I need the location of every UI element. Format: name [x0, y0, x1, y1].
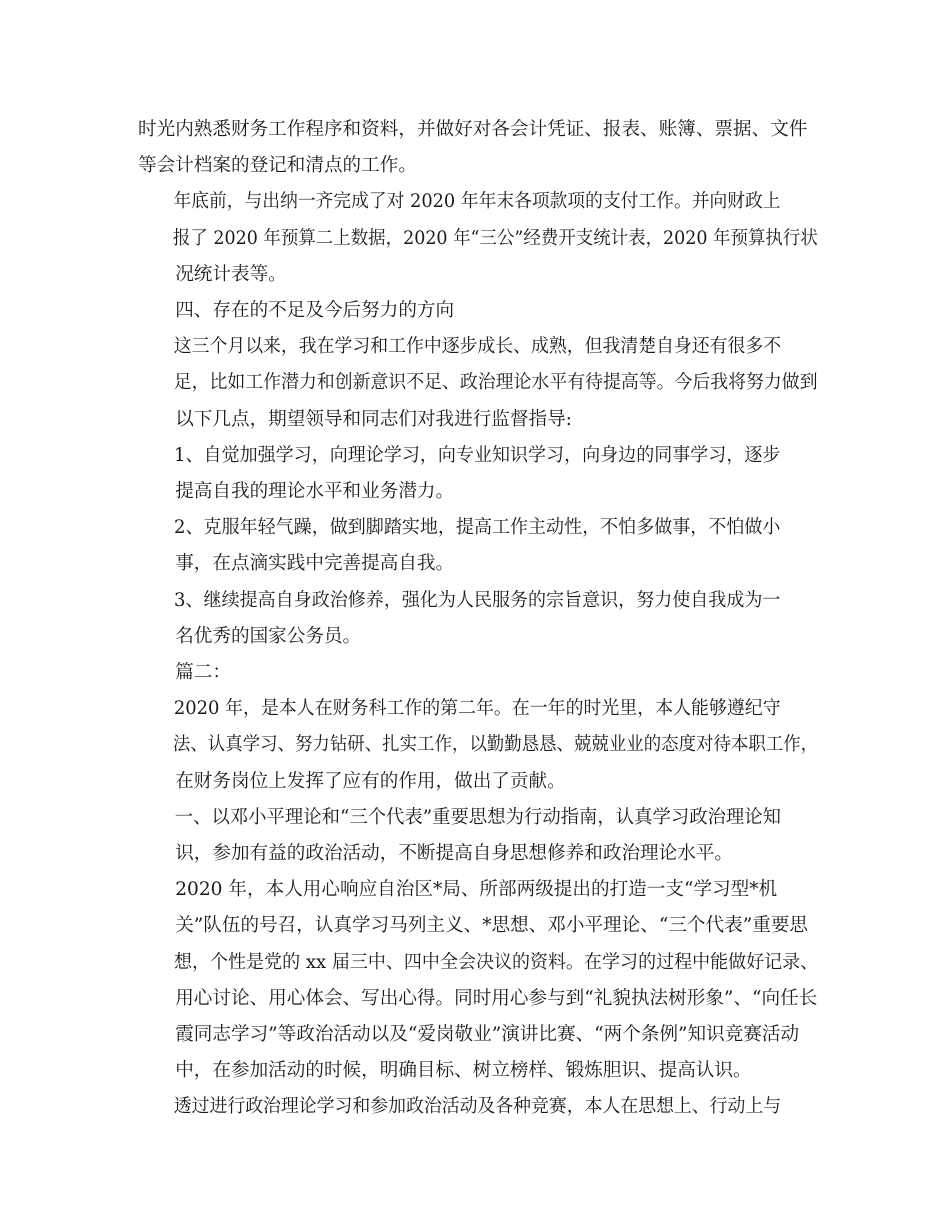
paragraph: [138, 293, 818, 329]
text-line: 以下几点，期望领导和同志们对我进行监督指导:: [175, 408, 572, 430]
paragraph: [138, 112, 818, 184]
text-line: 报了 2020 年预算二上数据，2020 年“三公”经费开支统计表，2020 年预算执行状: [172, 227, 818, 249]
text-line: 想，个性是党的 xx 届三中、四中全会决议的资料。在学习的过程中能做好记录、: [174, 951, 819, 973]
text-line: 1、自觉加强学习，向理论学习，向专业知识学习，向身边的同事学习，逐步: [174, 444, 781, 466]
text-line: 年底前，与出纳一齐完成了对 2020 年年末各项款项的支付工作。并向财政上: [173, 191, 781, 213]
document-body: [138, 112, 818, 1126]
paragraph: [138, 1089, 818, 1125]
text-line: 2、克服年轻气躁，做到脚踏实地，提高工作主动性，不怕多做事，不怕做小: [174, 517, 781, 539]
text-line: 事，在点滴实践中完善提高自我。: [175, 553, 455, 575]
text-line: 透过进行政治理论学习和参加政治活动及各种竞赛，本人在思想上、行动上与: [173, 1096, 782, 1118]
text-line: 等会计档案的登记和清点的工作。: [138, 155, 417, 177]
text-line: 况统计表等。: [175, 263, 287, 285]
text-line: 四、存在的不足及今后努力的方向: [175, 300, 455, 322]
paragraph: [138, 184, 818, 293]
paragraph: [138, 655, 818, 691]
paragraph: [138, 800, 818, 872]
text-line: 足，比如工作潜力和创新意识不足、政治理论水平有待提高等。今后我将努力做到: [173, 372, 818, 394]
paragraph: [138, 583, 818, 655]
text-line: 法、认真学习、努力钻研、扎实工作，以勤勤恳恳、兢兢业业的态度对待本职工作，: [172, 734, 819, 756]
paragraph: [138, 438, 818, 510]
text-line: 名优秀的国家公务员。: [175, 625, 362, 647]
paragraph: [138, 691, 818, 800]
text-line: 时光内熟悉财务工作程序和资料，并做好对各会计凭证、报表、账簿、票据、文件: [138, 119, 808, 140]
text-line: 3、继续提高自身政治修养，强化为人民服务的宗旨意识，努力使自我成为一: [174, 589, 781, 611]
text-line: 在财务岗位上发挥了应有的作用，做出了贡献。: [175, 770, 566, 792]
text-line: 提高自我的理论水平和业务潜力。: [175, 481, 455, 503]
text-line: 一、以邓小平理论和“三个代表”重要思想为行动指南，认真学习政治理论知: [174, 806, 781, 828]
text-line: 这三个月以来，我在学习和工作中逐步成长、成熟，但我清楚自身还有很多不: [173, 336, 782, 358]
text-line: 识，参加有益的政治活动，不断提高自身思想修养和政治理论水平。: [175, 843, 734, 865]
paragraph: [138, 329, 818, 438]
text-line: 霞同志学习”等政治活动以及“爱岗敬业”演讲比赛、“两个条例”知识竞赛活动: [175, 1024, 800, 1046]
paragraph: [138, 872, 818, 1089]
paragraph: [138, 510, 818, 582]
text-line: 2020 年，是本人在财务科工作的第二年。在一年的时光里，本人能够遵纪守: [173, 698, 781, 720]
text-line: 关”队伍的号召，认真学习马列主义、*思想、邓小平理论、“三个代表”重要思: [175, 915, 809, 937]
text-line: 用心讨论、用心体会、写出心得。同时用心参与到“礼貌执法树形象”、“向任长: [175, 987, 818, 1009]
text-line: 篇二：: [175, 662, 231, 684]
text-line: 2020 年，本人用心响应自治区*局、所部两级提出的打造一支“学习型*机: [175, 879, 778, 901]
text-line: 中，在参加活动的时候，明确目标、树立榜样、锻炼胆识、提高认识。: [175, 1060, 752, 1082]
